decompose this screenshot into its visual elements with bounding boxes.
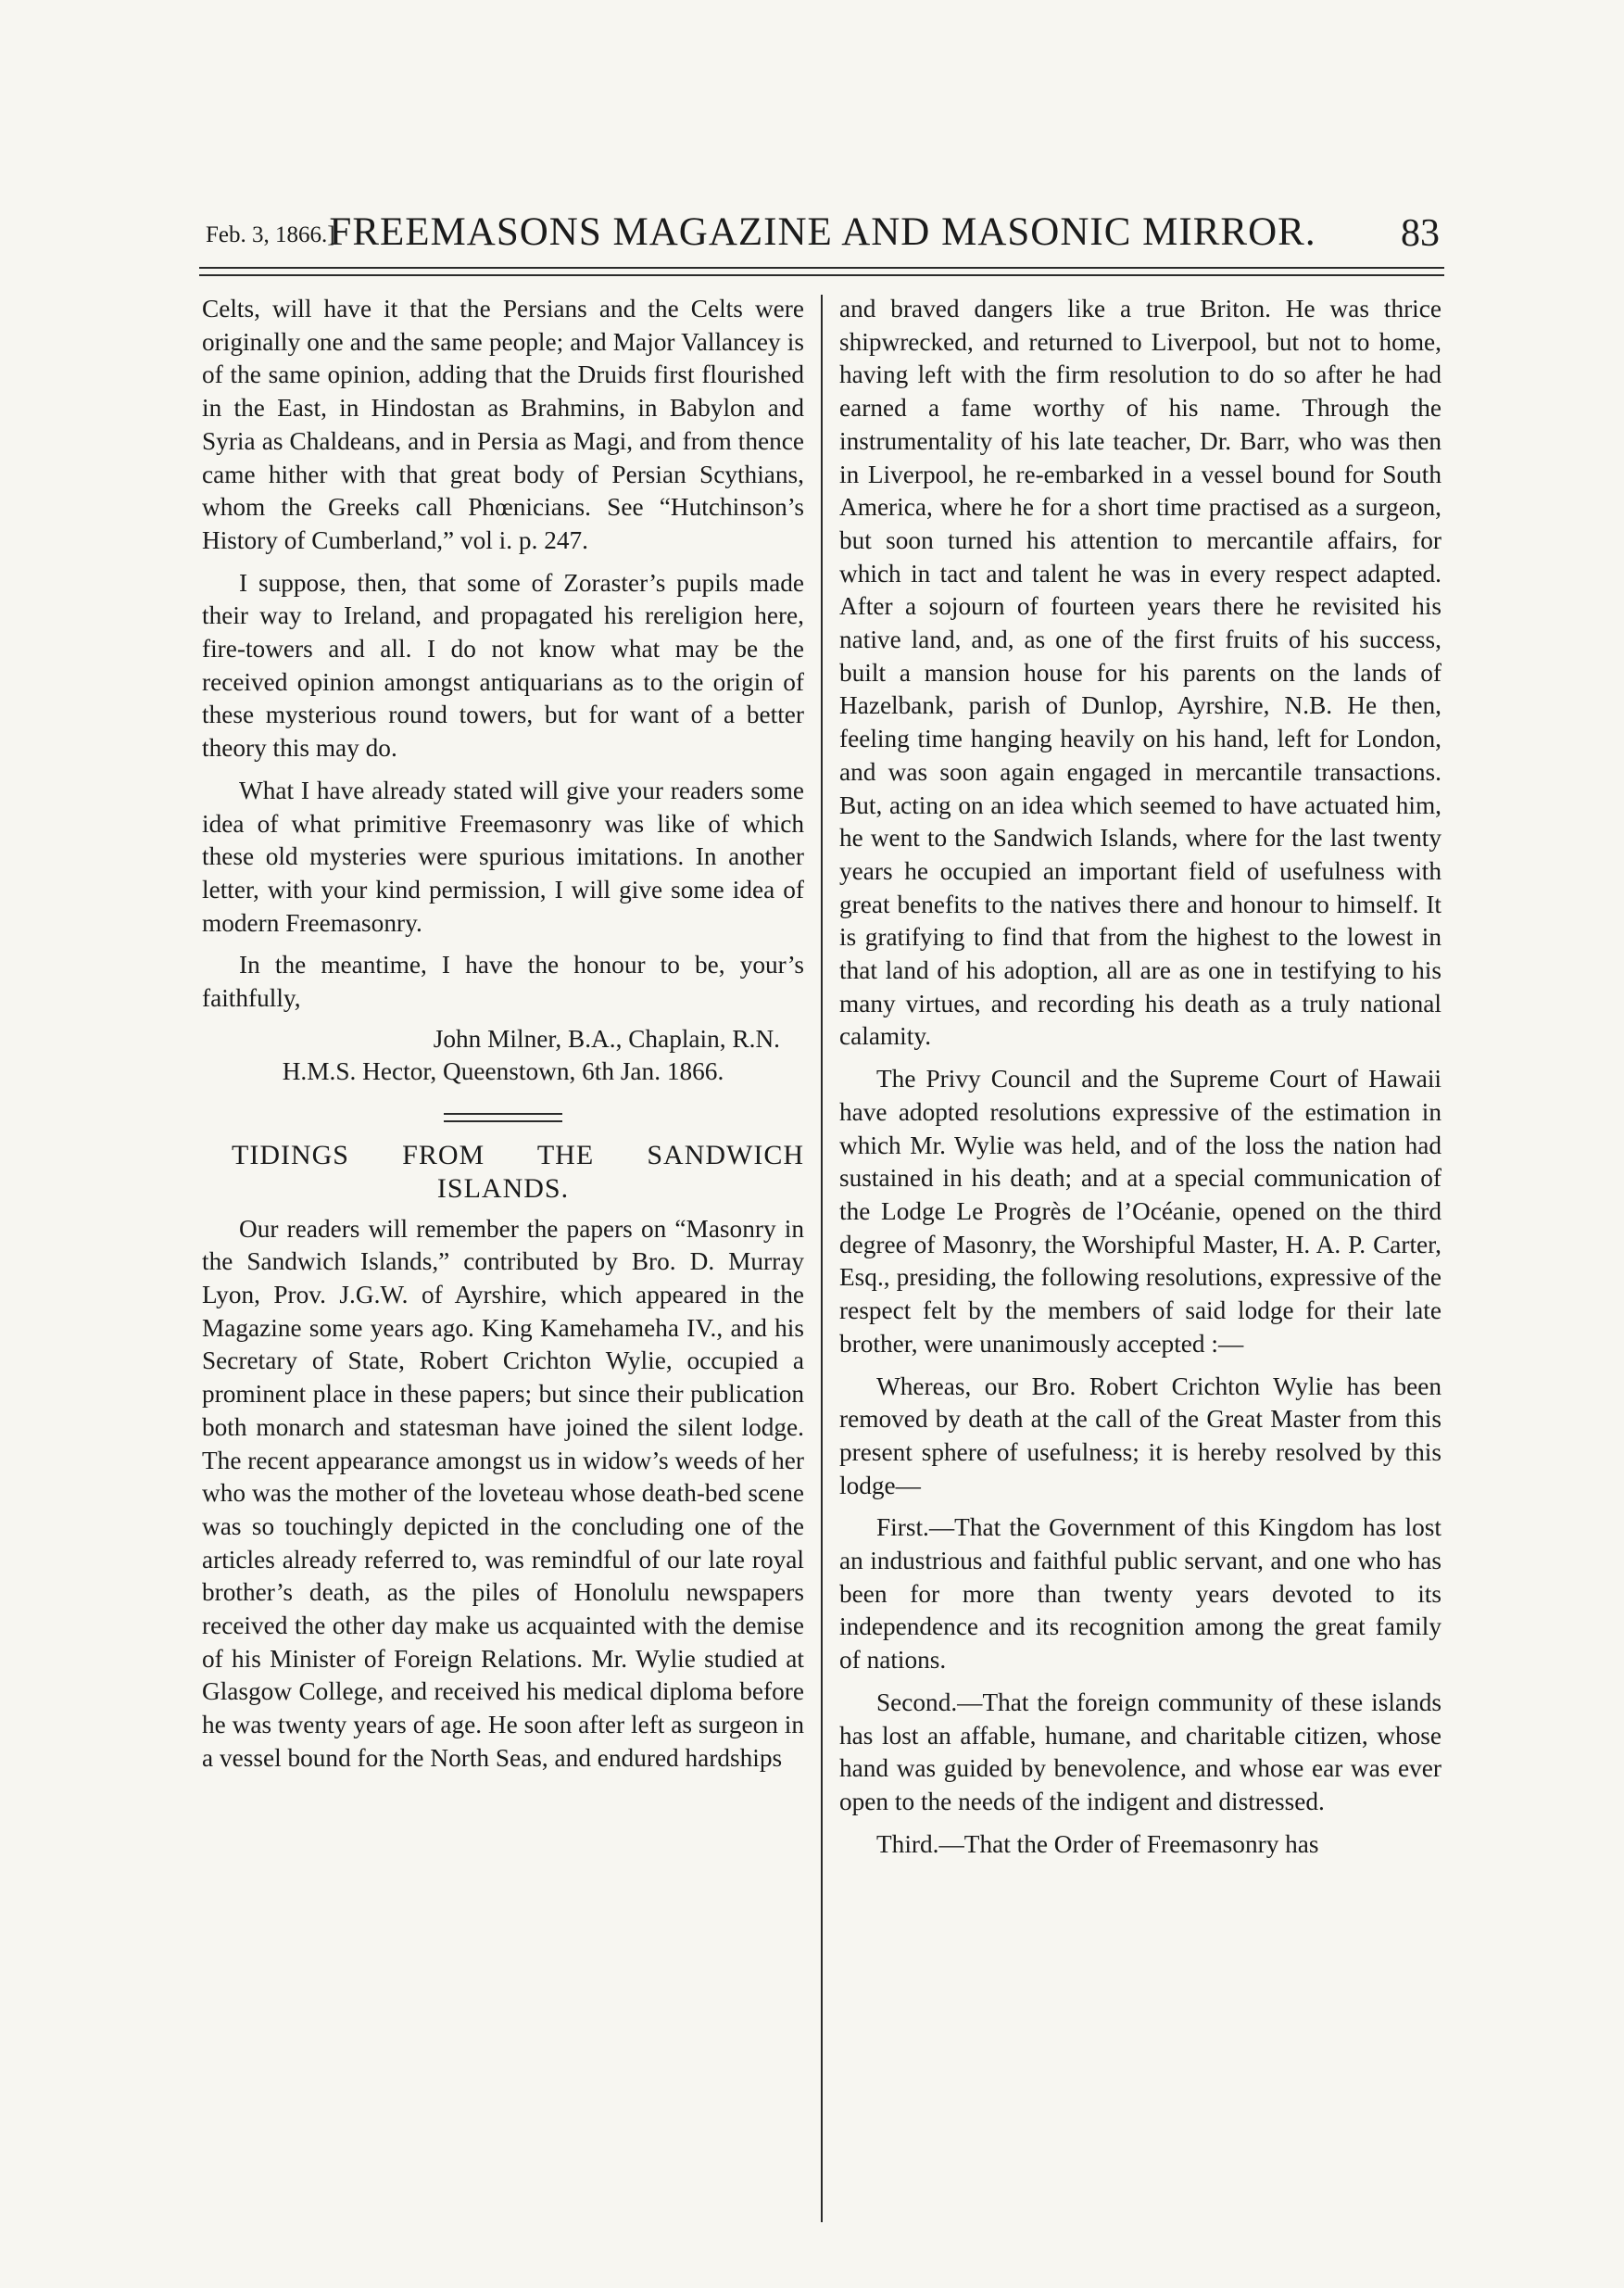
column-divider xyxy=(821,295,823,2222)
left-paragraph-2: I suppose, then, that some of Zoraster’s pupils made their way to Ireland, and propagated his rereligion here, fire-towers and all. I do not know what may be the received opinion amongst antiquarians as to the origin of these mysterious round towers, but for want of a better theory this may do. xyxy=(202,568,804,763)
right-column xyxy=(839,293,1441,1861)
header-title: FREEMASONS MAGAZINE AND MASONIC MIRROR. xyxy=(329,210,1316,254)
header-rule-bottom xyxy=(199,274,1444,276)
right-paragraph-2: The Privy Council and the Supreme Court of Hawaii have adopted resolutions expressive of the estimation in which Mr. Wylie was held, and of the loss the nation had sustained in his death; and at a special communication of the Lodge Le Progrès de l’Océanie, opened on the third degree of Masonry, the Worshipful Master, H. A. P. Carter, Esq., presiding, the following resolutions, expressive of the respect felt by the members of said lodge for their late brother, were unanimously accepted :— xyxy=(839,1065,1441,1358)
left-paragraph-5: Our readers will remember the papers on “Masonry in the Sandwich Islands,” contributed by Bro. D. Murray Lyon, Prov. J.G.W. of Ayrshire, which appeared in the Magazine some years ago. King Kamehameha IV., and his Secretary of State, Robert Crichton Wylie, occupied a prominent place in these papers; but since their publication both monarch and statesman have joined the silent lodge. The recent appearance amongst us in widow’s weeds of her who was the mother of the loveteau whose death-bed scene was so touchingly depicted in the concluding one of the articles already referred to, was remindful of our late royal brother’s death, as the piles of Honolulu newspapers received the other day make us acquainted with the demise of his Minister of Foreign Relations. Mr. Wylie studied at Glasgow College, and received his medical diploma before he was twenty years of age. He soon after left as surgeon in a vessel bound for the North Seas, and endured hardships xyxy=(202,1214,804,1772)
left-paragraph-1: Celts, will have it that the Persians and the Celts were originally one and the same people; and Major Vallancey is of the same opinion, adding that the Druids first flourished in the East, in Hindostan as Brahmins, in Babylon and Syria as Chaldeans, and in Persia as Magi, and from thence came hither with that great body of Persian Scythians, whom the Greeks call Phœnicians. See “Hutchinson’s History of Cumberland,” vol i. p. 247. xyxy=(202,295,804,554)
page-header xyxy=(206,209,1440,261)
right-paragraph-3: Whereas, our Bro. Robert Crichton Wylie has been removed by death at the call of the Great Master from this present sphere of usefulness; it is hereby resolved by this lodge— xyxy=(839,1372,1441,1499)
signature-place: H.M.S. Hector, Queenstown, 6th Jan. 1866. xyxy=(282,1057,724,1086)
header-rule-top xyxy=(199,267,1444,269)
right-paragraph-6: Third.—That the Order of Freemasonry has xyxy=(876,1829,1319,1858)
right-paragraph-1: and braved dangers like a true Briton. He was thrice shipwrecked, and returned to Liverpool, but not to home, having left with the firm resolution to do so after he had earned a fame worthy of his name. Through the instrumentality of his late teacher, Dr. Barr, who was then in Liverpool, he re-embarked in a vessel bound for South America, where he for a short time practised as a surgeon, but soon turned his attention to mercantile affairs, for which in tact and talent he was in every respect adapted. After a sojourn of fourteen years there he revisited his native land, and, as one of the first fruits of his success, built a mansion house for his parents on the lands of Hazelbank, parish of Dunlop, Ayrshire, N.B. He then, feeling time hanging heavily on his hand, left for London, and was soon again engaged in mercantile transactions. But, acting on an idea which seemed to have actuated him, he went to the Sandwich Islands, where for the last twenty years he occupied an important field of usefulness with great benefits to the natives there and honour to himself. It is gratifying to find that from the highest to the lowest in that land of his adoption, all are as one in testifying to his many virtues, and recording his death as a truly national calamity. xyxy=(839,295,1441,1051)
header-date: Feb. 3, 1866.] xyxy=(206,222,335,247)
left-paragraph-3: What I have already stated will give your readers some idea of what primitive Freemasonry was like of which these old mysteries were spurious imitations. In another letter, with your kind permission, I will give some idea of modern Freemasonry. xyxy=(202,776,804,937)
signature-block xyxy=(202,1023,804,1089)
section-title: TIDINGS FROM THE SANDWICH xyxy=(232,1140,804,1171)
page-number: 83 xyxy=(1401,212,1440,255)
section-title-continued: ISLANDS. xyxy=(436,1172,570,1204)
left-paragraph-4: In the meantime, I have the honour to be, your’s faithfully, xyxy=(202,951,804,1013)
right-paragraph-5: Second.—That the foreign community of these islands has lost an affable, humane, and charitable citizen, whose hand was guided by benevolence, and whose ear was ever open to the needs of the indigent and distressed. xyxy=(839,1688,1441,1815)
signature-name: John Milner, B.A., Chaplain, R.N. xyxy=(433,1024,780,1053)
right-paragraph-4: First.—That the Government of this Kingdom has lost an industrious and faithful public servant, and one who has been for more than twenty years devoted to its independence and its recognition among the great family of nations. xyxy=(839,1513,1441,1675)
section-separator xyxy=(444,1113,562,1122)
left-column xyxy=(202,293,804,1776)
